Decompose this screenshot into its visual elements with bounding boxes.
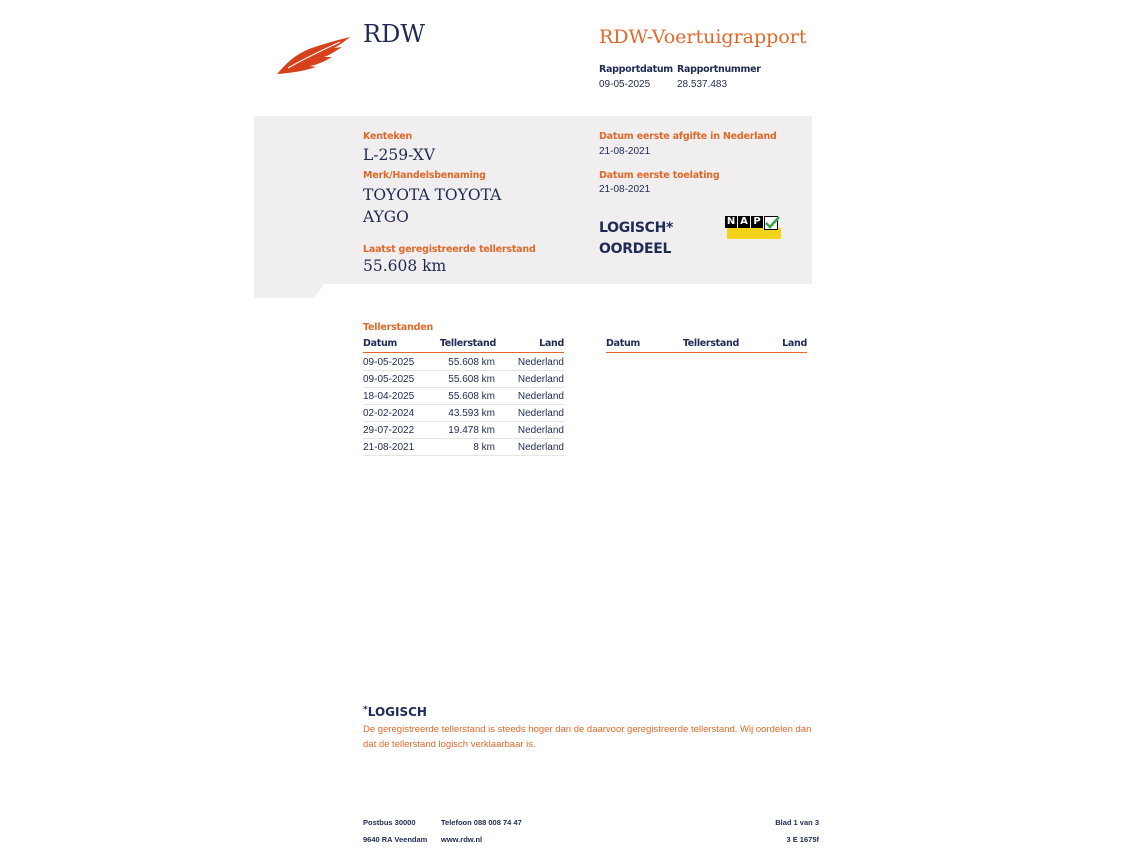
- note-heading: [363, 705, 427, 719]
- table-header: [363, 338, 564, 353]
- check-icon: [764, 216, 780, 232]
- odo-label: Laatst geregistreerde tellerstand: [363, 244, 536, 255]
- footer-postbus: Postbus 30000: [363, 818, 416, 827]
- report-number-label: Rapportnummer: [677, 64, 761, 75]
- row-km: 8 km: [473, 442, 495, 453]
- row-km: 55.608 km: [448, 374, 495, 385]
- report-date: 09-05-2025: [599, 79, 651, 90]
- verdict-line1: LOGISCH*: [599, 220, 674, 236]
- org-name: RDW: [363, 20, 425, 48]
- row-country: Nederland: [517, 357, 564, 368]
- footer-phone: Telefoon 088 008 74 47: [441, 818, 522, 827]
- row-country: Nederland: [517, 391, 564, 402]
- row-country: Nederland: [517, 442, 564, 453]
- report-number: 28.537.483: [677, 79, 728, 90]
- report-title: RDW-Voertuigrapport: [599, 26, 807, 48]
- row-date: 18-04-2025: [363, 391, 415, 402]
- odometer-table-left: [363, 338, 564, 456]
- row-country: Nederland: [517, 374, 564, 385]
- table-header: [606, 338, 807, 353]
- table-row: [363, 354, 564, 371]
- table-row: [363, 439, 564, 456]
- plate-label: Kenteken: [363, 131, 413, 142]
- table-row: [363, 422, 564, 439]
- nap-letter-a: A: [738, 216, 750, 228]
- make-line1: TOYOTA TOYOTA: [363, 186, 502, 204]
- make-label: Merk/Handelsbenaming: [363, 170, 486, 181]
- verdict-line2: OORDEEL: [599, 241, 672, 257]
- report-date-label: Rapportdatum: [599, 64, 673, 75]
- note-text-line2: dat de tellerstand logisch verklaarbaar is.: [363, 739, 536, 750]
- table-row: [363, 371, 564, 388]
- note-text-line1: De geregistreerde tellerstand is steeds hoger dan de daarvoor geregistreerde tellerstand. Wij oordelen dan: [363, 724, 812, 735]
- col-country: Land: [539, 338, 564, 349]
- row-date: 29-07-2022: [363, 425, 415, 436]
- first-admission-label: Datum eerste toelating: [599, 170, 720, 181]
- nap-logo: [725, 216, 783, 240]
- row-country: Nederland: [517, 425, 564, 436]
- first-admission-value: 21-08-2021: [599, 184, 651, 195]
- col-km: Tellerstand: [682, 338, 739, 349]
- row-country: Nederland: [517, 408, 564, 419]
- odometer-table-right: [606, 338, 807, 353]
- row-date: 02-02-2024: [363, 408, 415, 419]
- vehicle-panel: [254, 116, 812, 298]
- row-km: 19.478 km: [448, 425, 495, 436]
- plate-value: L-259-XV: [363, 146, 436, 164]
- row-date: 09-05-2025: [363, 374, 415, 385]
- table-row: [363, 388, 564, 405]
- make-line2: AYGO: [363, 208, 409, 226]
- row-km: 55.608 km: [448, 391, 495, 402]
- col-date: Datum: [606, 338, 640, 349]
- row-km: 55.608 km: [448, 357, 495, 368]
- col-km: Tellerstand: [439, 338, 496, 349]
- row-date: 21-08-2021: [363, 442, 415, 453]
- first-issue-nl-label: Datum eerste afgifte in Nederland: [599, 131, 777, 142]
- row-date: 09-05-2025: [363, 357, 415, 368]
- table-row: [363, 405, 564, 422]
- footer-code: 3 E 1675f: [786, 835, 819, 844]
- note-asterisk: *: [363, 705, 368, 715]
- nap-letter-p: P: [751, 216, 763, 228]
- col-country: Land: [782, 338, 807, 349]
- rdw-logo-icon: [274, 34, 354, 76]
- row-km: 43.593 km: [448, 408, 495, 419]
- odometer-section-title: Tellerstanden: [363, 322, 434, 333]
- note-title: LOGISCH: [367, 705, 427, 719]
- footer-page: Blad 1 van 3: [775, 818, 819, 827]
- footer-city: 9640 RA Veendam: [363, 835, 428, 844]
- col-date: Datum: [363, 338, 397, 349]
- nap-letter-n: N: [726, 216, 736, 227]
- first-issue-nl-value: 21-08-2021: [599, 146, 651, 157]
- odo-value: 55.608 km: [363, 257, 447, 275]
- footer-web: www.rdw.nl: [441, 835, 483, 844]
